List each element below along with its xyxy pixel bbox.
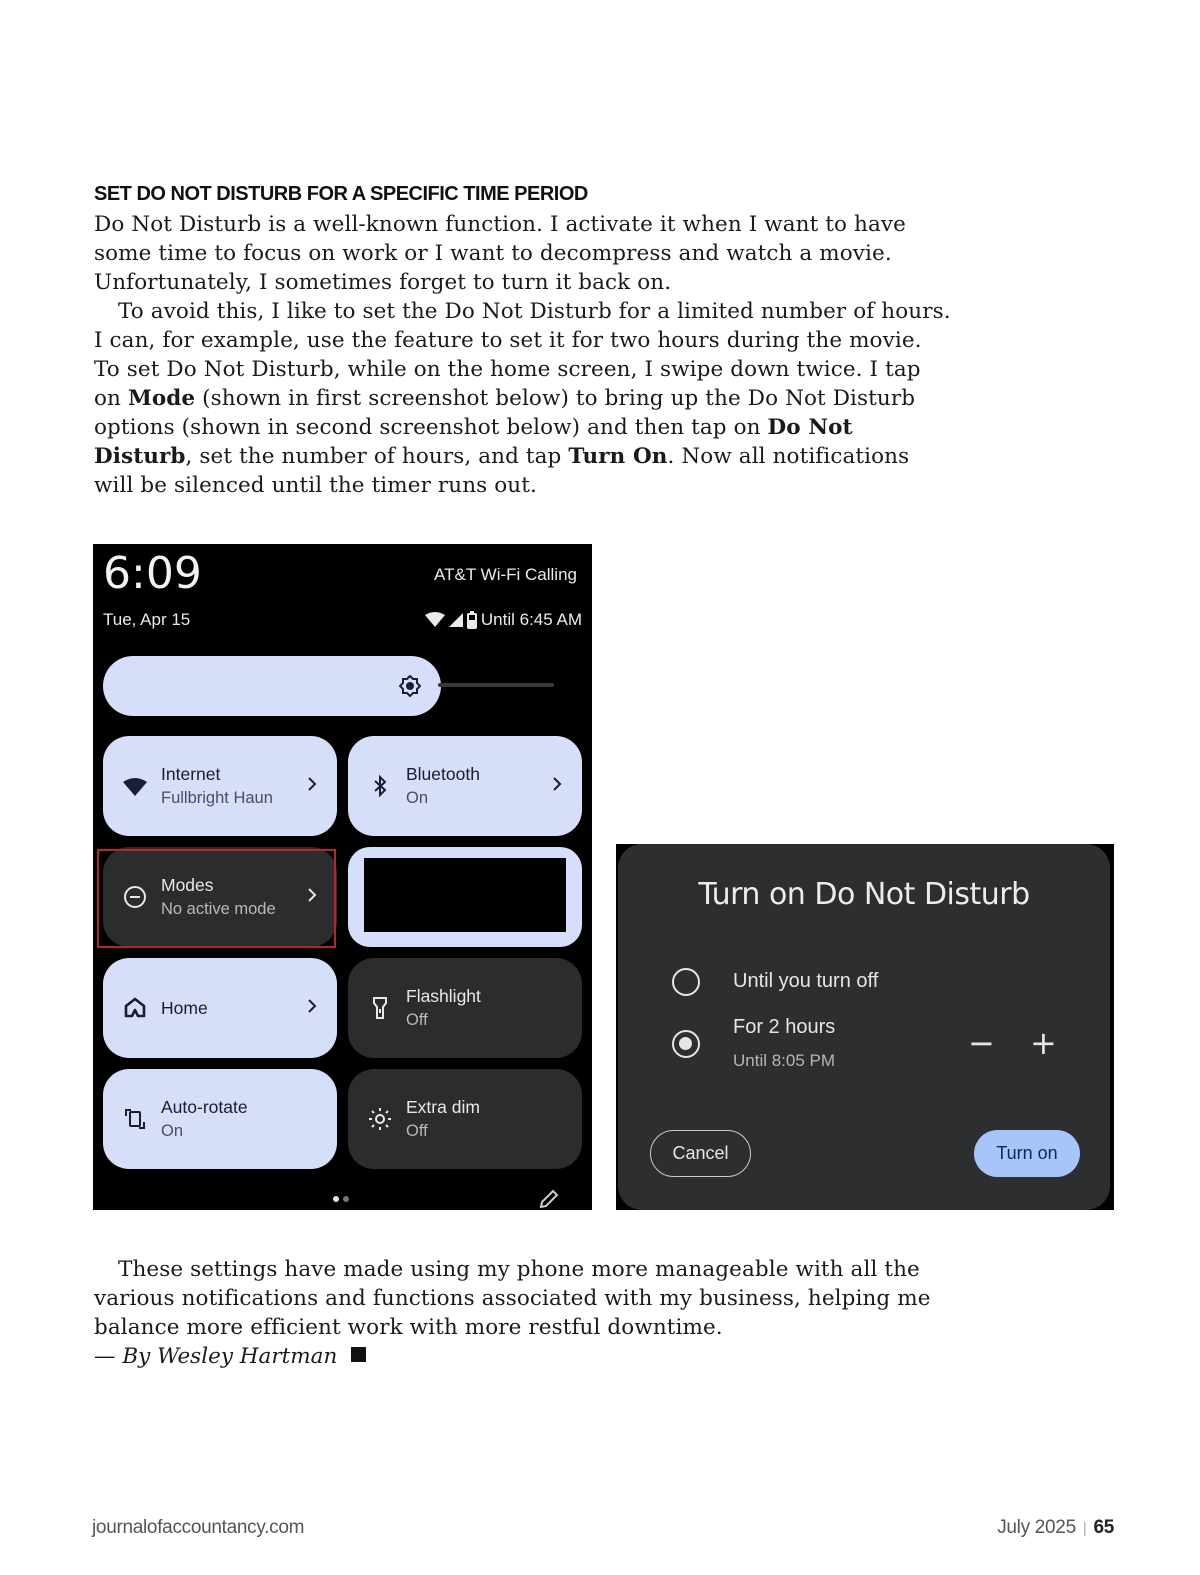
- tile-bluetooth[interactable]: [348, 736, 582, 836]
- carrier-label: AT&T Wi-Fi Calling: [434, 565, 577, 584]
- bold-mode: Mode: [127, 386, 196, 411]
- byline: [94, 1342, 366, 1371]
- chevron-right-icon: [307, 998, 317, 1014]
- text-run: . Now all notifications will be silenced until the timer runs out.: [94, 444, 910, 498]
- paragraph-conclusion: These settings have made using my phone more manageable with all the various notifications and functions associated with my business, helping me balance more efficient work with more restful downtime.: [94, 1257, 931, 1340]
- tile-subtitle: Off: [406, 1011, 428, 1029]
- tile-extra-dim[interactable]: [348, 1069, 582, 1169]
- tile-title: Bluetooth: [406, 764, 480, 784]
- page-indicator: [333, 1196, 349, 1202]
- tile-subtitle: On: [406, 789, 429, 807]
- section-heading: SET DO NOT DISTURB FOR A SPECIFIC TIME PERIOD: [94, 183, 588, 205]
- highlight-box: [97, 849, 336, 948]
- bold-turn-on: Turn On: [568, 444, 668, 469]
- plus-button[interactable]: +: [1030, 1024, 1057, 1062]
- tile-title: Auto-rotate: [161, 1097, 248, 1117]
- battery-icon: [467, 611, 477, 629]
- tile-subtitle: Off: [406, 1122, 428, 1140]
- text-run: , set the number of hours, and tap: [185, 444, 569, 469]
- brightness-slider[interactable]: [103, 656, 441, 716]
- radio-until-off[interactable]: [672, 968, 700, 996]
- minus-button[interactable]: −: [968, 1024, 995, 1062]
- radio-for-hours[interactable]: [672, 1030, 700, 1058]
- paragraph-instructions: [94, 297, 954, 500]
- tile-subtitle: On: [161, 1122, 184, 1140]
- text-run: To avoid this, I like to set the Do Not Disturb for a limited number of hours. I can, for example, use the feature to set it for two hours during the movie. To set Do Not Disturb, while on the home screen, I swipe down twice. I tap on: [94, 299, 951, 411]
- extra-dim-icon: [368, 1107, 392, 1131]
- signal-icon: [449, 612, 463, 628]
- redaction: [364, 858, 566, 932]
- page-number: 65: [1093, 1517, 1114, 1538]
- edit-pencil-icon[interactable]: [539, 1189, 559, 1209]
- tile-flashlight[interactable]: [348, 958, 582, 1058]
- option-until-off-label: Until you turn off: [733, 970, 879, 992]
- clock: 6:09: [103, 548, 202, 599]
- home-icon: [123, 996, 147, 1020]
- option-for-hours-label: For 2 hours: [733, 1016, 836, 1038]
- footer-issue: [997, 1517, 1114, 1539]
- bold-do-not-disturb: Do Not Disturb: [94, 415, 853, 469]
- tile-title: Modes: [161, 875, 214, 895]
- footer-site: journalofaccountancy.com: [92, 1517, 305, 1538]
- tile-subtitle: No active mode: [161, 900, 276, 918]
- date: Tue, Apr 15: [103, 610, 191, 629]
- tile-home[interactable]: [103, 958, 337, 1058]
- dnd-dialog: [618, 844, 1110, 1210]
- battery-status: Until 6:45 AM: [480, 610, 582, 629]
- tile-subtitle: Fullbright Haun: [161, 789, 273, 807]
- chevron-right-icon: [552, 776, 562, 792]
- author-byline: — By Wesley Hartman: [94, 1344, 338, 1369]
- cancel-button[interactable]: Cancel: [650, 1130, 751, 1177]
- tile-title: Internet: [161, 764, 221, 784]
- tile-title: Extra dim: [406, 1097, 480, 1117]
- quick-settings-screenshot: [93, 544, 592, 1210]
- dialog-title: Turn on Do Not Disturb: [698, 877, 1030, 912]
- text-run: (shown in first screenshot below) to bring up the Do Not Disturb options (shown in second screenshot below) and then tap on: [94, 386, 916, 440]
- paragraph-intro: Do Not Disturb is a well-known function. I activate it when I want to have some time to focus on work or I want to decompress and watch a movie. Unfortunately, I sometimes forget to turn it back on.: [94, 212, 906, 295]
- chevron-right-icon: [307, 776, 317, 792]
- tile-internet[interactable]: [103, 736, 337, 836]
- dnd-dialog-screenshot: [616, 844, 1114, 1210]
- brightness-icon: [399, 675, 421, 697]
- rotate-icon: [123, 1107, 147, 1131]
- bluetooth-icon: [368, 774, 392, 798]
- option-until-time: Until 8:05 PM: [733, 1051, 836, 1070]
- flashlight-icon: [368, 996, 392, 1020]
- brightness-track[interactable]: [438, 683, 554, 687]
- wifi-icon: [425, 612, 445, 628]
- redacted-tile: [348, 847, 582, 947]
- wifi-icon: [123, 774, 147, 798]
- end-mark: [351, 1347, 366, 1362]
- footer-separator: |: [1082, 1520, 1087, 1537]
- tile-title: Flashlight: [406, 986, 481, 1006]
- issue-date: July 2025: [997, 1517, 1076, 1538]
- turn-on-button[interactable]: Turn on: [974, 1130, 1080, 1177]
- status-icons: [425, 610, 582, 630]
- tile-title: Home: [161, 998, 208, 1018]
- tile-auto-rotate[interactable]: [103, 1069, 337, 1169]
